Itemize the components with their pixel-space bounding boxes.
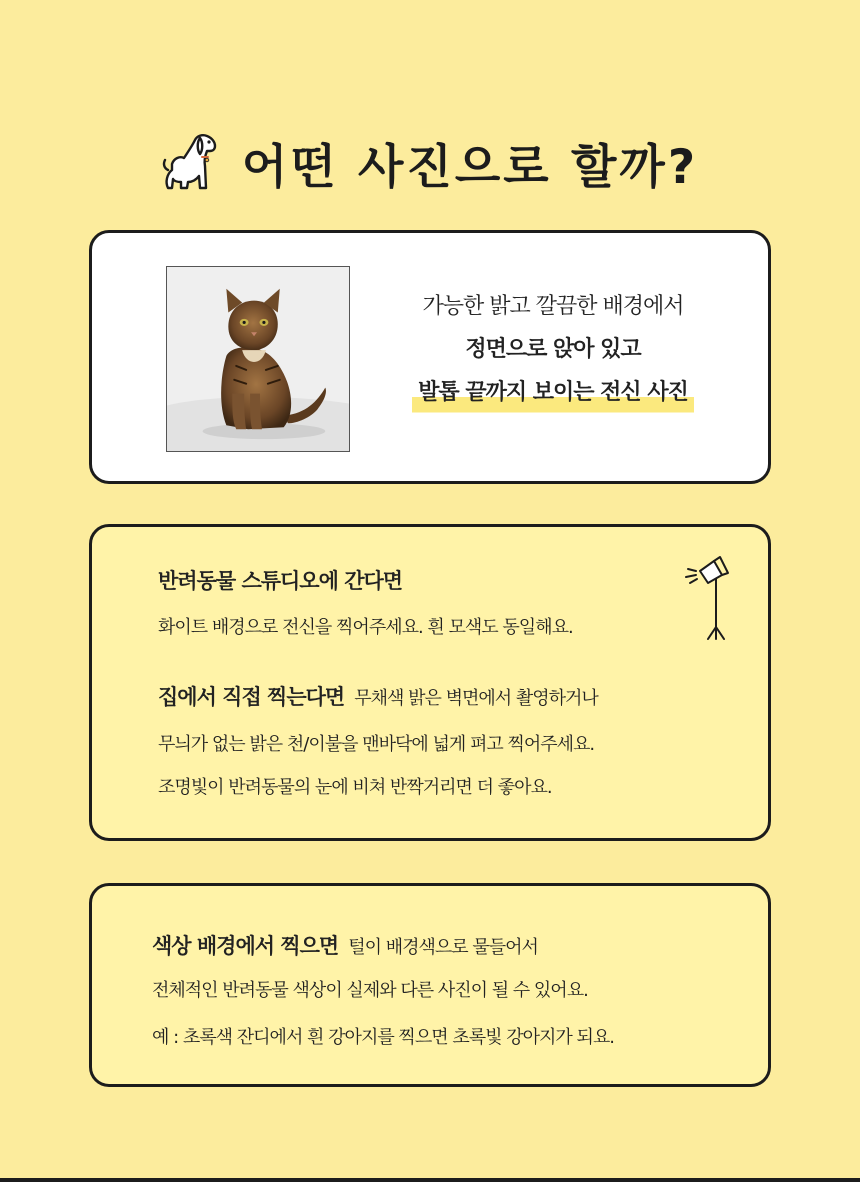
color-bg-example: 예 : 초록색 잔디에서 흰 강아지를 찍으면 초록빛 강아지가 되요. [152, 1027, 614, 1048]
studio-light-icon [684, 553, 732, 643]
color-bg-text-2: 전체적인 반려동물 색상이 실제와 다른 사진이 될 수 있어요. [152, 980, 588, 1001]
color-bg-text-3-row [152, 1023, 614, 1049]
color-bg-text-1: 털이 배경색으로 물들어서 [348, 937, 538, 958]
studio-text-row [158, 613, 573, 639]
guide-line-2: 정면으로 앉아 있고 [465, 337, 641, 362]
photo-example-card [89, 230, 771, 484]
bottom-divider [0, 1178, 860, 1182]
studio-text: 화이트 배경으로 전신을 찍어주세요. 흰 모색도 동일해요. [158, 617, 573, 638]
home-text-3-row [158, 773, 552, 799]
header [0, 118, 860, 208]
home-title: 집에서 직접 찍는다면 [158, 685, 345, 709]
photo-guide-text [382, 285, 724, 414]
cat-photo [166, 266, 350, 452]
color-bg-title: 색상 배경에서 찍으면 [152, 934, 339, 958]
studio-row [158, 565, 412, 595]
color-bg-text-2-row [152, 976, 588, 1002]
shooting-tips-card [89, 524, 771, 841]
guide-line-1: 가능한 밝고 깔끔한 배경에서 [422, 294, 684, 319]
color-bg-row [152, 930, 538, 960]
home-row [158, 681, 598, 711]
home-text-1: 무채색 밝은 벽면에서 촬영하거나 [354, 688, 598, 709]
dog-icon [162, 130, 220, 196]
home-text-2-row [158, 730, 594, 756]
studio-title: 반려동물 스튜디오에 간다면 [158, 569, 403, 593]
page-title: 어떤 사진으로 할까? [241, 139, 699, 195]
guide-line-3-highlight: 발톱 끝까지 보이는 전신 사진 [412, 371, 694, 414]
home-text-2: 무늬가 없는 밝은 천/이불을 맨바닥에 넓게 펴고 찍어주세요. [158, 734, 595, 755]
color-background-warning-card [89, 883, 771, 1087]
home-text-3: 조명빛이 반려동물의 눈에 비쳐 반짝거리면 더 좋아요. [158, 777, 552, 798]
